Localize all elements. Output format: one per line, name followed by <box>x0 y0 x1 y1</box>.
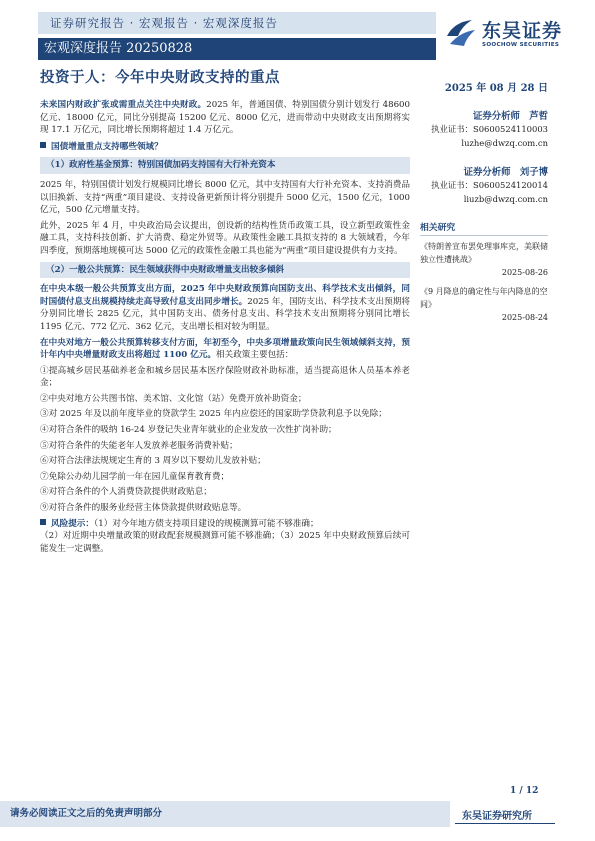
risk-label: 风险提示： <box>51 518 94 529</box>
related-heading: 相关研究 <box>420 220 548 236</box>
risk-line-1 <box>40 518 410 531</box>
report-title: 宏观深度报告 20250828 <box>44 41 193 56</box>
footer-divider <box>455 823 555 824</box>
intro-paragraph <box>40 99 410 137</box>
paragraph-1: 2025 年，特别国债计划发行规模同比增长 8000 亿元，其中支持国有大行补充资本、支持消费品以旧换新、支持“两重”项目建设、支持设备更新预计将分别提升 5000 亿元，1500 亿元，1000 亿元，500 亿元增量支持。 <box>40 179 410 216</box>
square-bullet-icon <box>40 519 46 525</box>
analyst-cert: 执业证书：S0600524120014 <box>431 180 548 190</box>
headline: 投资于人：今年中央财政支持的重点 <box>40 69 280 86</box>
policy-item: ③对 2025 年及以前年度毕业的贷款学生 2025 年内应偿还的国家助学贷款利息予以免除； <box>40 409 387 420</box>
policy-item: ⑦免除公办幼儿园学前一年在园儿童保育教育费； <box>40 471 230 482</box>
institute-name: 东吴证券研究所 <box>462 811 532 822</box>
analyst-email[interactable]: liuzb@dwzq.com.cn <box>463 194 548 204</box>
paragraph-3-text: 2025 年，国防支出、科学技术支出预期将分别同比增长 2825 亿元，其中国防支出、债务付息支出、科学技术支出预期将分别同比增长 1195 亿元、772 亿元、362 亿元，支出增长相对较为明显。 <box>40 296 410 332</box>
intro-text: 2025 年，普通国债、特别国债分别计划发行 48600 亿元、18000 亿元，同比分别提高 15200 亿元、8000 亿元，进而带动中央财政支出预期将实现 17.1 万亿元，同比增长预期将超过 1.4 万亿元。 <box>40 100 410 136</box>
logo-en-text: SOOCHOW SECURITIES <box>482 42 560 48</box>
paragraph-4 <box>40 337 410 362</box>
analyst-email[interactable]: luzhe@dwzq.com.cn <box>461 138 548 148</box>
policy-item: ④对符合条件的吸纳 16-24 岁登记失业青年就业的企业发放一次性扩岗补助； <box>40 425 337 436</box>
disclaimer-text: 请务必阅读正文之后的免责声明部分 <box>10 808 163 819</box>
square-bullet-icon <box>40 142 46 148</box>
section-question <box>40 141 410 154</box>
related-research <box>420 220 548 322</box>
paragraph-2: 此外，2025 年 4 月，中央政治局会议提出，创设新的结构性货币政策工具，设立新型政策性金融工具，支持科技创新、扩大消费、稳定外贸等。从政策性金融工具拟支持的 8 大领域看，今年四季度，预期落地规模可达 5000 亿元的政策性金融工具也能为“两重”项目建设提供有力支持。 <box>40 220 410 256</box>
paragraph-4-text: 相关政策主要包括： <box>216 350 294 361</box>
logo-cn-text: 东吴证券 <box>482 20 563 42</box>
risk-notice <box>40 518 410 556</box>
analyst-block <box>420 108 548 150</box>
section-question-text: 国债增量重点支持哪些领域？ <box>51 141 163 152</box>
report-date: 2025 年 08 月 28 日 <box>444 83 548 94</box>
report-category: 证券研究报告 · 宏观报告 · 宏观深度报告 <box>50 16 278 30</box>
report-title-band <box>38 38 436 60</box>
sidebar <box>420 79 548 330</box>
policy-item: ⑤对符合条件的失能老年人发放养老服务消费补贴； <box>40 440 238 451</box>
company-logo <box>444 13 564 57</box>
page-number: 1 / 12 <box>510 786 539 796</box>
related-item-date: 2025-08-24 <box>501 313 548 322</box>
analyst-cert: 执业证书：S0600524110003 <box>431 124 548 134</box>
risk-text-1: （1）对今年地方债支持项目建设的规模测算可能不够准确； <box>93 518 319 529</box>
subheading-2: （2）一般公共预算：民生领域获得中央财政增量支出较多倾斜 <box>40 262 410 279</box>
policy-item: ①提高城乡居民基础养老金和城乡居民基本医疗保险财政补助标准，适当提高退休人员基本养老金； <box>40 365 410 389</box>
paragraph-4-bold: 在中央对地方一般公共预算转移支付方面，年初至今，中央多项增量政策向民生领域倾斜支持，预计年内中央增量财政支出将超过 1100 亿元。 <box>40 337 410 361</box>
paragraph-3-bold: 在中央本级一般公共预算支出方面，2025 年中央财政预算向国防支出、科学技术支出倾斜，同时国债付息支出规模持续走高导致付息支出同步增长。 <box>40 284 410 307</box>
soochow-logo-icon <box>444 16 478 50</box>
related-item-title[interactable]: 《9 月降息的确定性与年内降息的空间》 <box>420 287 548 309</box>
analyst-block <box>420 164 548 206</box>
related-item-title[interactable]: 《特朗普宣布罢免理事库克，美联储独立性遭挑战》 <box>420 242 548 264</box>
risk-line-2: （2）对近期中央增量政策的财政配套规模测算可能不够准确；（3）2025 年中央财政预算后续可能发生一定调整。 <box>40 531 410 554</box>
policy-item: ②中央对地方公共图书馆、美术馆、文化馆（站）免费开放补助资金； <box>40 393 307 404</box>
subheading-1: （1）政府性基金预算：特别国债加码支持国有大行补充资本 <box>40 157 410 174</box>
intro-bold: 未来国内财政扩张或需重点关注中央财政。 <box>40 100 207 110</box>
analyst-name: 证券分析师 刘子博 <box>463 167 548 178</box>
analyst-name: 证券分析师 芦哲 <box>472 111 548 122</box>
disclaimer-band <box>0 801 450 827</box>
main-body <box>40 99 410 555</box>
policy-item: ⑧对符合条件的个人消费贷款提供财政贴息； <box>40 487 212 498</box>
paragraph-3 <box>40 283 410 333</box>
related-item-date: 2025-08-26 <box>501 268 548 277</box>
report-category-band <box>38 12 436 34</box>
policy-item: ⑨对符合条件的服务业经营主体贷款提供财政贴息等。 <box>40 503 247 514</box>
policy-item: ⑥对符合法律法规规定生育的 3 周岁以下婴幼儿发放补贴； <box>40 456 266 467</box>
